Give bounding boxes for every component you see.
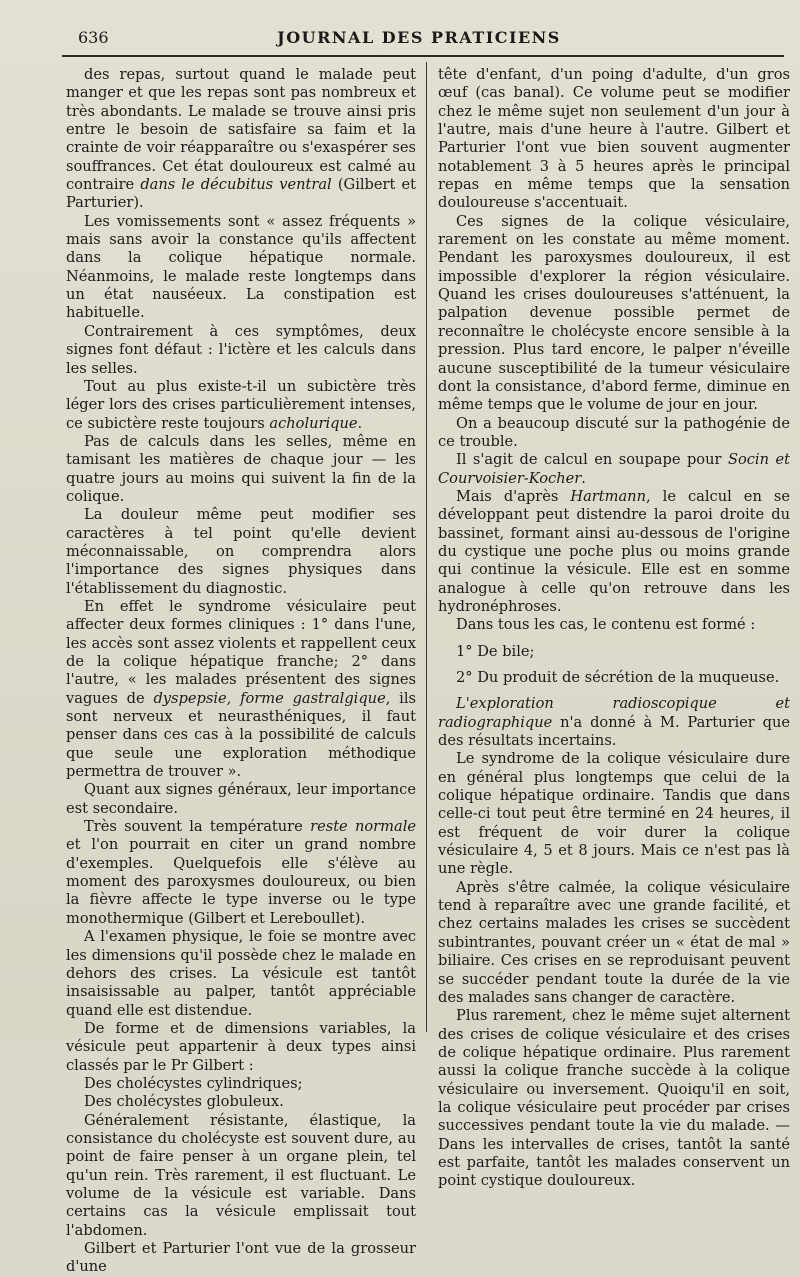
paragraph-text: , ils sont nerveux et neurasthéniques, il faut penser dans ces cas à la possibilité de calculs que seule une exploration méthodique permettra de trouver ». [66,689,416,781]
italic-text: Socin et Courvoisier-Kocher [438,451,790,487]
paragraph [438,643,790,661]
paragraph [66,1112,416,1240]
italic-text: Hartmann [570,487,646,505]
italic-text: acholurique [269,414,358,432]
paragraph [66,598,416,781]
paragraph [66,781,416,818]
paragraph-text: Après s'être calmée, la colique vésiculaire tend à reparaître avec une grande facilité, et chez certains malades les crises se succèdent subintrantes, pouvant créer un « état de mal » biliaire. Ces crises en se reproduisant peuvent se succéder pendant toute la durée de la vie des malades sans changer de caractère. [438,878,790,1006]
paragraph-text: (Gilbert et Parturier). [66,176,416,212]
paragraph-text: En effet le syndrome vésiculaire peut affecter deux formes cliniques : 1° dans l'une, les accès sont assez violents et rappellent ceux de la colique hépatique franche; 2° dans l'autre, « les malades présentent des signes vagues de [66,597,416,707]
paragraph-text: La douleur même peut modifier ses caractères à tel point qu'elle devient méconnaissable, on comprendra alors l'importance des signes physiques dans l'établissement du diagnostic. [66,506,416,597]
paragraph-text: Mais d'après [456,487,571,505]
paragraph-text: De forme et de dimensions variables, la vésicule peut appartenir à deux types ainsi classés par le Pr Gilbert : [66,1019,416,1074]
paragraph-text: Les vomissements sont « assez fréquents » mais sans avoir la constance qu'ils affectent dans la colique hépatique normale. Néanmoins, le malade reste longtemps dans un état nauséeux. La constipation est habituelle. [66,212,416,322]
paragraph-text: 1° De bile; [456,642,535,660]
paragraph-text: Il s'agit de calcul en soupape pour [456,451,728,469]
paragraph-text: tête d'enfant, d'un poing d'adulte, d'un gros œuf (cas banal). Ce volume peut se modifier chez le même sujet non seulement d'un jour à l'autre, mais d'une heure à l'autre. Gilbert et Parturier l'ont vue bien souvent augmenter notablement 3 à 5 heures après le principal repas en même temps que la sensation douloureuse s'accentuait. [438,66,790,212]
paragraph [438,1007,790,1190]
paragraph [66,506,416,598]
paragraph [66,818,416,928]
paragraph-text: Des cholécystes globuleux. [84,1093,284,1111]
running-title: JOURNAL DES PRATICIENS [277,28,561,47]
paragraph-text: Ces signes de la colique vésiculaire, rarement on les constate au même moment. Pendant les paroxysmes douloureux, il est impossible d'explorer la région vésiculaire. Quand les crises douloureuses s'atténuent, la palpation devenue possible permet de reconnaître le cholécyste encore sensible à la pression. Plus tard encore, le palper n'éveille aucune susceptibilité de la tumeur vésiculaire dont la consistance, d'abord ferme, diminue en même temps que le volume de jour en jour. [438,212,790,414]
header-rule [62,55,784,57]
right-column [438,66,790,1191]
paragraph-text: Pas de calculs dans les selles, même en tamisant les matières de chaque jour — les quatre jours au moins qui suivent la fin de la colique. [66,432,416,505]
paragraph-text: Gilbert et Parturier l'ont vue de la grosseur d'une [66,1240,416,1276]
italic-text: L'exploration radioscopique et radiographique [438,695,790,731]
paragraph-text: Tout au plus existe-t-il un subictère très léger lors des crises particulièrement intenses, ce subictère reste toujours [66,377,416,432]
left-column [66,66,416,1277]
paragraph [66,928,416,1020]
page-header [60,26,778,50]
paragraph-text: Quant aux signes généraux, leur importance est secondaire. [66,781,416,817]
paragraph-text: 2° Du produit de sécrétion de la muqueuse. [456,669,780,686]
paragraph [438,488,790,616]
paragraph [66,1075,416,1093]
paragraph-text: On a beaucoup discuté sur la pathogénie de ce trouble. [438,414,790,450]
paragraph-text: et l'on pourrait en citer un grand nombre d'exemples. Quelquefois elle s'élève au moment des paroxysmes douloureux, ou bien la fièvre affecte le type inverse ou le type monothermique (Gilbert et Lereboullet). [66,836,416,927]
paragraph [438,879,790,1007]
italic-text: dyspepsie, forme gastralgique [153,689,386,707]
paragraph [438,66,790,213]
paragraph-text: Très souvent la température [84,818,311,836]
paragraph-text: Généralement résistante, élastique, la consistance du cholécyste est souvent dure, au point de faire penser à un organe plein, tel qu'un rein. Très rarement, il est fluctuant. Le volume de la vésicule est variable. Dans certains cas la vésicule emplissait tout l'abdomen. [66,1111,416,1239]
paragraph-text: n'a donné à M. Parturier que des résultats incertains. [438,713,790,750]
paragraph [438,415,790,452]
paragraph [438,750,790,878]
paragraph [438,616,790,634]
paragraph-text: Le syndrome de la colique vésiculaire dure en général plus longtemps que celui de la colique hépatique ordinaire. Tandis que dans celle-ci tout peut être terminé en 24 heures, il est fréquent de voir durer la colique vésiculaire 4, 5 et 8 jours. Mais ce n'est pas là une règle. [438,750,790,878]
paragraph [66,378,416,433]
paragraph-text: des repas, surtout quand le malade peut manger et que les repas sont pas nombreux et très abondants. Le malade se trouve ainsi pris entre le besoin de satisfaire sa faim et la crainte de voir réapparaître ou s'exaspérer ses souffrances. Cet état douloureux est calmé au contraire [66,66,416,194]
paragraph [438,669,790,687]
paragraph-text: Contrairement à ces symptômes, deux signes font défaut : l'ictère et les calculs dans les selles. [66,322,416,377]
paragraph-text: Dans tous les cas, le contenu est formé : [456,616,756,634]
paragraph-text: , le calcul en se développant peut distendre la paroi droite du bassinet, formant ainsi au-dessous de l'origine du cystique une poche plus ou moins grande qui continue la vésicule. Elle est en somme analogue à celle qu'on retrouve dans les hydronéphroses. [438,487,790,615]
paragraph [66,1240,416,1277]
paragraph-text: . [357,414,363,432]
paragraph [66,433,416,506]
paragraph [438,695,790,750]
paragraph-text: A l'examen physique, le foie se montre avec les dimensions qu'il possède chez le malade en dehors des crises. La vésicule est tantôt insaisissable au palper, tantôt appréciable quand elle est distendue. [66,928,416,1019]
paragraph-text: Des cholécystes cylindriques; [84,1074,303,1092]
paragraph [66,213,416,323]
paragraph [438,213,790,415]
column-separator [426,62,427,1032]
italic-text: dans le décubitus ventral [140,176,332,194]
paragraph [66,66,416,213]
paragraph-text: Plus rarement, chez le même sujet alternent des crises de colique vésiculaire et des crises de colique hépatique ordinaire. Plus rarement aussi la colique franche succède à la colique vésiculaire ou inversement. Quoiqu'il en soit, la colique vésiculaire peut procéder par crises successives pendant toute la vie du malade. — Dans les intervalles de crises, tantôt la santé est parfaite, tantôt les malades conservent un point cystique douloureux. [438,1007,790,1190]
page-number: 636 [78,28,109,47]
paragraph [438,451,790,488]
paragraph [66,1093,416,1111]
paragraph-text: . [581,469,586,487]
paragraph [66,1020,416,1075]
paragraph [66,323,416,378]
italic-text: reste normale [310,818,416,836]
